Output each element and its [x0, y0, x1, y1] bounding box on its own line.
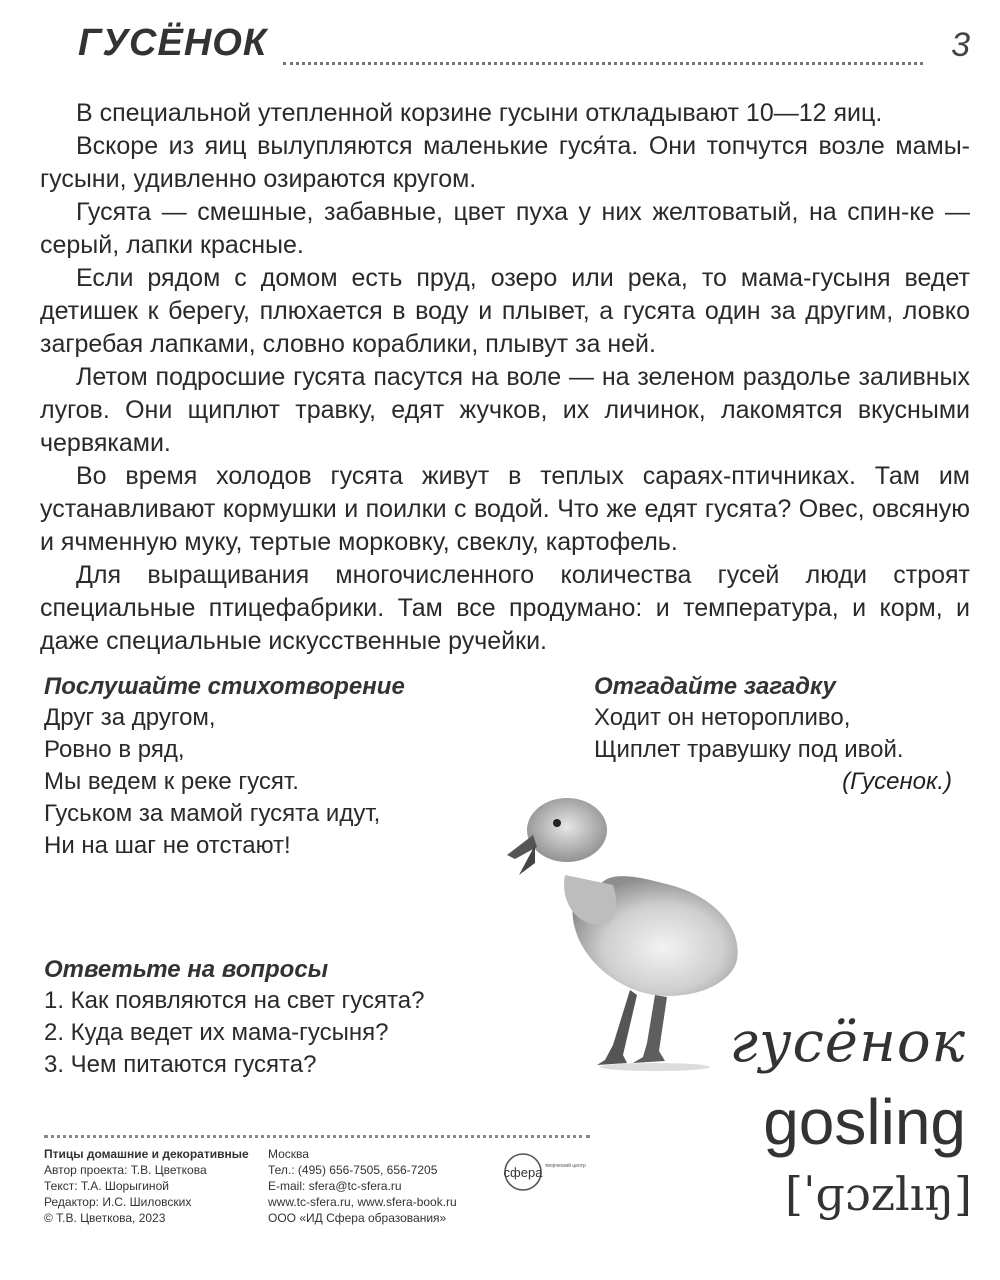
page-header [78, 22, 978, 82]
article-paragraph: Летом подросшие гусята пасутся на воле — на зеленом раздолье заливных лугов. Они щиплют травку, едят жучков, их личинок, лакомятся вкусными червяками. [40, 363, 970, 457]
questions-heading: Ответьте на вопросы [44, 956, 329, 983]
article-paragraph: Во время холодов гусята живут в теплых сараях-птичниках. Там им устанавливают кормушки и поилки с водой. Что же едят гусята? Овес, овсяную и ячменную муку, тертые морковку, свеклу, картофель. [40, 462, 970, 556]
riddle-line: Щиплет травушку под ивой. [594, 736, 904, 763]
series-title: Птицы домашние и декоративные [44, 1147, 249, 1161]
article-paragraph: В специальной утепленной корзине гусыни откладывают 10—12 яиц. [76, 99, 883, 127]
poem-section [44, 672, 564, 862]
riddle-answer: (Гусенок.) [842, 768, 952, 795]
poem-line: Мы ведем к реке гусят. [44, 768, 299, 795]
publisher-line: Москва [268, 1147, 309, 1161]
article-body [40, 97, 970, 658]
poem-heading: Послушайте стихотворение [44, 673, 405, 700]
footer-divider [44, 1135, 590, 1138]
logo-text: сфера [503, 1165, 543, 1180]
page-title: ГУСЁНОК [78, 22, 268, 64]
transcription: [ˈɡɔzlıŋ] [784, 1167, 972, 1221]
credits-block [44, 1146, 249, 1226]
article-paragraph: Если рядом с домом есть пруд, озеро или река, то мама-гусыня ведет детишек к берегу, плюхается в воду и плывет, а гусята один за другим, ловко загребая лапками, словно кораблики, плывут за ней. [40, 264, 970, 358]
publisher-block [268, 1146, 457, 1226]
publisher-line: ООО «ИД Сфера образования» [268, 1211, 447, 1225]
article-paragraph: Вскоре из яиц вылупляются маленькие гуся́та. Они топчутся возле мамы-гусыни, удивленно озираются кругом. [40, 132, 970, 193]
article-paragraph: Для выращивания многочисленного количества гусей люди строят специальные птицефабрики. Там все продумано: и температура, и корм, и даже специальные искусственные ручейки. [40, 561, 970, 655]
title-leader-dots [283, 62, 923, 65]
question-item: 3. Чем питаются гусята? [44, 1051, 317, 1078]
cursive-russian-word: гусёнок [729, 1010, 966, 1075]
question-item: 1. Как появляются на свет гусята? [44, 987, 425, 1014]
riddle-heading: Отгадайте загадку [594, 673, 836, 700]
article-paragraph: Гусята — смешные, забавные, цвет пуха у них желтоватый, на спин-ке — серый, лапки красные. [40, 198, 970, 259]
poem-line: Ни на шаг не отстают! [44, 832, 291, 859]
credit-line: © Т.В. Цветкова, 2023 [44, 1211, 166, 1225]
credit-line: Текст: Т.А. Шорыгиной [44, 1179, 169, 1193]
credit-line: Редактор: И.С. Шиловских [44, 1195, 192, 1209]
poem-line: Ровно в ряд, [44, 736, 185, 763]
questions-section [44, 955, 564, 1081]
poem-line: Гуськом за мамой гусята идут, [44, 800, 381, 827]
logo-subtext: творческий центр [545, 1163, 586, 1169]
english-word: gosling [763, 1086, 966, 1158]
question-item: 2. Куда ведет их мама-гусыня? [44, 1019, 389, 1046]
publisher-line: Тел.: (495) 656-7505, 656-7205 [268, 1163, 438, 1177]
page-number: 3 [951, 26, 970, 64]
publisher-line: E-mail: sfera@tc-sfera.ru [268, 1179, 402, 1193]
poem-line: Друг за другом, [44, 704, 216, 731]
publisher-logo [497, 1152, 607, 1192]
credit-line: Автор проекта: Т.В. Цветкова [44, 1163, 207, 1177]
publisher-line: www.tc-sfera.ru, www.sfera-book.ru [268, 1195, 457, 1209]
riddle-line: Ходит он неторопливо, [594, 704, 851, 731]
